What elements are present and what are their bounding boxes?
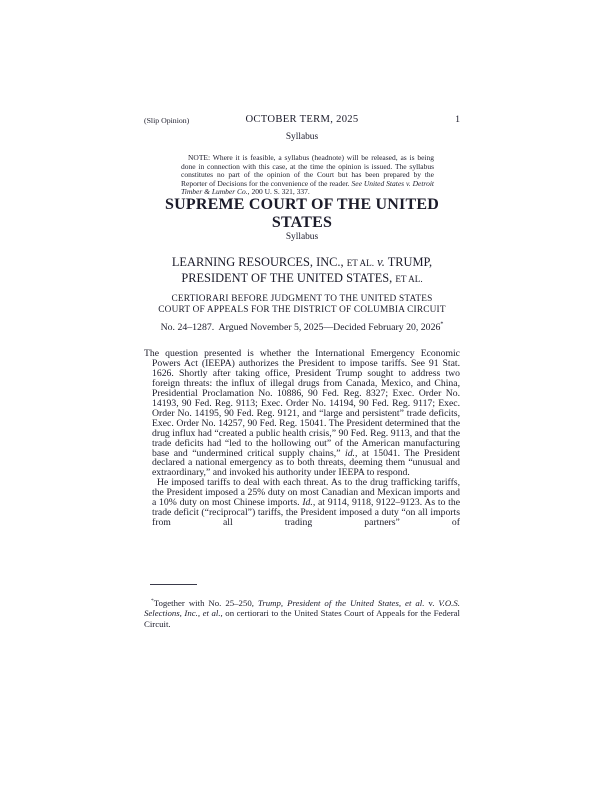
running-header — [144, 112, 460, 125]
syllabus-body — [144, 349, 460, 528]
case-caption-line-1: LEARNING RESOURCES, INC., ET AL. v. TRUMP, — [171, 255, 433, 269]
certiorari-statement — [144, 294, 460, 316]
slip-opinion-label: (Slip Opinion) — [144, 116, 190, 125]
page-number: 1 — [455, 114, 460, 125]
court-name-title: SUPREME COURT OF THE UNITED STATES — [165, 196, 439, 231]
case-caption — [144, 255, 460, 287]
term-heading: OCTOBER TERM, 2025 — [245, 114, 359, 125]
note-text: NOTE: Where it is feasible, a syllabus (headnote) will be released, as is being done in connection with this case, at the time the opinion is issued. The syllabus constitutes no part of the opinion of the Court but has been prepared by the Reporter of Decisions for the convenience of the reader. See United States v. Detroit Timber & Lumber Co., 200 U. S. 321, 337. — [181, 153, 434, 196]
footnote-separator-rule — [150, 584, 197, 585]
reporter-note — [181, 154, 434, 197]
case-caption-line-2: PRESIDENT OF THE UNITED STATES, ET AL. — [181, 271, 423, 286]
syllabus-heading: Syllabus — [285, 232, 319, 242]
docket-line: No. 24–1287. Argued November 5, 2025—Decided February 20, 2026* — [160, 321, 444, 333]
footnote-text: *Together with No. 25–250, Trump, President of the United States, et al. v. V.O.S. Selections, Inc., et al., on certiorari to the United States Court of Appeals for the Federal Circuit. — [144, 598, 460, 629]
footnote — [144, 598, 460, 629]
certiorari-line-1: CERTIORARI BEFORE JUDGMENT TO THE UNITED STATES — [171, 294, 433, 304]
certiorari-line-2: COURT OF APPEALS FOR THE DISTRICT OF COLUMBIA CIRCUIT — [158, 305, 446, 316]
syllabus-heading-top: Syllabus — [285, 132, 319, 142]
body-paragraph-1: The question presented is whether the International Emergency Economic Powers Act (IEEPA) authorizes the President to impose tariffs. See 91 Stat. 1626. Shortly after taking office, President Trump sought to address two foreign threats: the influx of illegal drugs from Canada, Mexico, and China, Presidential Proclamation No. 10886, 90 Fed. Reg. 8327; Exec. Order No. 14193, 90 Fed. Reg. 9113; Exec. Order No. 14194, 90 Fed. Reg. 9117; Exec. Order No. 14195, 90 Fed. Reg. 9121, and “large and persistent” trade deficits, Exec. Order No. 14257, 90 Fed. Reg. 15041. The President determined that the drug influx had “created a public health crisis,” 90 Fed. Reg. 9113, and that the trade deficits had “led to the hollowing out” of the American manufacturing base and “undermined critical supply chains,” id., at 15041. The President declared a national emergency as to both threats, deeming them “unusual and extraordinary,” and invoked his authority under IEEPA to respond. — [144, 348, 460, 479]
body-paragraph-2: He imposed tariffs to deal with each threat. As to the drug trafficking tariffs, the President imposed a 25% duty on most Canadian and Mexican imports and a 10% duty on most Chinese imports. Id., at 9114, 9118, 9122–9123. As to the trade deficit (“reciprocal”) tariffs, the President imposed a duty “on all imports from all trading partners” of — [152, 477, 461, 529]
